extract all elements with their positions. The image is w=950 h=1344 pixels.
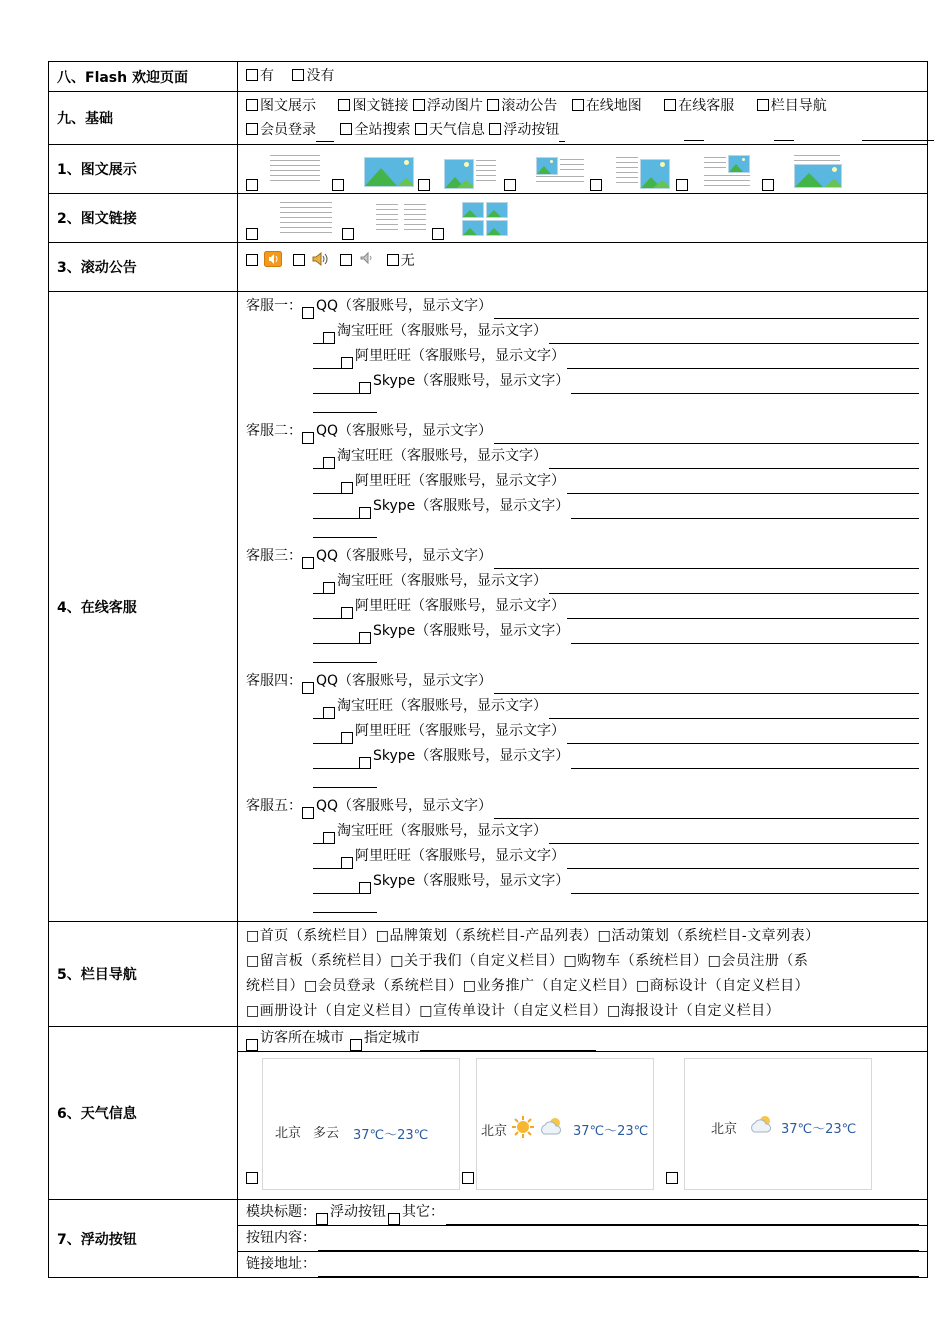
service-channel-hint: （客服账号，显示文字） [338, 548, 493, 564]
online-service-fields [238, 292, 928, 922]
blank-underline [774, 124, 794, 141]
service-channel-name: Skype [373, 873, 416, 889]
basic-option-checkbox[interactable] [413, 99, 425, 111]
weather-style-checkbox[interactable] [462, 1172, 474, 1184]
blank-underline [313, 896, 377, 913]
service-channel-hint: （客服账号，显示文字） [411, 473, 565, 489]
speaker-gray-icon [358, 251, 376, 267]
service-account-input[interactable] [549, 702, 919, 719]
service-channel-checkbox[interactable] [359, 882, 371, 894]
service-account-input[interactable] [571, 377, 919, 394]
weather-city: 北京 [481, 1124, 508, 1139]
basic-option-label: 图文展示 [260, 98, 316, 114]
weather-city: 北京 [275, 1126, 302, 1141]
basic-option-label: 在线地图 [585, 98, 642, 114]
service-account-input[interactable] [567, 352, 919, 369]
title-float-checkbox[interactable] [316, 1213, 328, 1225]
service-agent-label: 客服一： [246, 298, 302, 314]
image-left-text-thumbnail [436, 151, 496, 191]
blank-underline [313, 727, 341, 744]
service-channel-checkbox[interactable] [359, 382, 371, 394]
weather-sample-card [476, 1058, 654, 1190]
service-account-input[interactable] [494, 427, 919, 444]
img-display-style-checkbox[interactable] [332, 179, 344, 191]
service-channel-name: Skype [373, 623, 416, 639]
service-channel-checkbox[interactable] [323, 582, 335, 594]
service-channel-line [246, 719, 919, 744]
flash-no-checkbox[interactable] [292, 69, 304, 81]
basic-option-checkbox[interactable] [415, 123, 427, 135]
title-other-label: 其它： [402, 1204, 444, 1220]
blank-underline [313, 771, 377, 788]
text-only-thumbnail [264, 151, 324, 191]
service-channel-checkbox[interactable] [359, 757, 371, 769]
blank-underline [862, 124, 934, 141]
service-channel-name: QQ [316, 548, 339, 564]
blank-underline [313, 852, 341, 869]
img-display-style-checkbox[interactable] [676, 179, 688, 191]
basic-option-checkbox[interactable] [340, 123, 352, 135]
service-channel-hint: （客服账号，显示文字） [411, 848, 565, 864]
button-content-input[interactable] [318, 1234, 919, 1251]
img-display-style-checkbox[interactable] [504, 179, 516, 191]
service-channel-checkbox[interactable] [323, 707, 335, 719]
service-agent-block [246, 669, 919, 792]
img-link-label: 2、图文链接 [49, 194, 238, 243]
service-block-tail [246, 394, 919, 417]
service-channel-name: 淘宝旺旺 [337, 698, 393, 714]
blank-underline [313, 877, 359, 894]
weather-temp: 37℃～23℃ [781, 1122, 857, 1137]
scroll-notice-label: 3、滚动公告 [49, 243, 238, 292]
service-account-input[interactable] [567, 602, 919, 619]
blank-underline [313, 377, 359, 394]
blank-underline [313, 396, 377, 413]
basic-option-label: 天气信息 [428, 122, 485, 138]
blank-underline [313, 602, 341, 619]
img-display-style-checkbox[interactable] [246, 179, 258, 191]
blank-underline [313, 827, 323, 844]
service-channel-name: 淘宝旺旺 [337, 573, 393, 589]
basic-option-checkbox[interactable] [487, 99, 499, 111]
service-channel-line [246, 469, 919, 494]
service-channel-line [246, 344, 919, 369]
service-channel-hint: （客服账号，显示文字） [411, 348, 565, 364]
scroll-notice-checkbox[interactable] [340, 254, 352, 266]
service-channel-checkbox[interactable] [341, 857, 353, 869]
service-channel-name: QQ [316, 423, 339, 439]
requirements-form-table [48, 61, 928, 1278]
service-account-input[interactable] [571, 627, 919, 644]
weather-style-checkbox[interactable] [246, 1172, 258, 1184]
float-button-section-label: 7、浮动按钮 [49, 1200, 238, 1278]
basic-option-label: 全站搜索 [354, 122, 411, 138]
service-channel-hint: （客服账号，显示文字） [415, 373, 570, 389]
service-channel-name: Skype [373, 373, 416, 389]
nav-section-label: 5、栏目导航 [49, 922, 238, 1027]
service-agent-label: 客服二： [246, 423, 302, 439]
service-block-tail [246, 519, 919, 542]
blank-underline [313, 627, 359, 644]
service-channel-name: QQ [316, 298, 339, 314]
service-channel-hint: （客服账号，显示文字） [411, 723, 565, 739]
text-left-image-thumbnail [608, 151, 668, 191]
blank-underline [684, 124, 704, 141]
nav-column-options [238, 922, 928, 1027]
service-agent-block [246, 544, 919, 667]
service-account-input[interactable] [494, 552, 919, 569]
service-channel-hint: （客服账号，显示文字） [415, 873, 570, 889]
service-channel-name: 淘宝旺旺 [337, 823, 393, 839]
service-channel-hint: （客服账号，显示文字） [338, 798, 493, 814]
flash-welcome-label: 八、Flash 欢迎页面 [49, 62, 238, 92]
service-account-input[interactable] [494, 677, 919, 694]
service-channel-checkbox[interactable] [302, 432, 314, 444]
service-channel-checkbox[interactable] [359, 632, 371, 644]
service-channel-name: 阿里旺旺 [355, 848, 411, 864]
service-channel-hint: （客服账号，显示文字） [415, 748, 570, 764]
nav-options-line[interactable]: □留言板（系统栏目）□关于我们（自定义栏目）□购物车（系统栏目）□会员注册（系 [246, 953, 809, 969]
basic-section-label: 九、基础 [49, 92, 238, 145]
service-account-input[interactable] [571, 502, 919, 519]
text-above-image-thumbnail [780, 151, 840, 191]
service-channel-checkbox[interactable] [341, 607, 353, 619]
service-channel-checkbox[interactable] [341, 732, 353, 744]
basic-option-label: 滚动公告 [501, 98, 558, 114]
flash-yes-label: 有 [260, 68, 274, 84]
img-display-style-checkbox[interactable] [590, 179, 602, 191]
image-grid-thumbnail [450, 200, 510, 240]
weather-sample-card [684, 1058, 872, 1190]
service-channel-name: 阿里旺旺 [355, 348, 411, 364]
link-address-label: 链接地址： [246, 1256, 316, 1272]
basic-option-label: 图文链接 [352, 98, 409, 114]
service-channel-name: QQ [316, 673, 339, 689]
blank-underline [559, 125, 565, 142]
blank-underline [313, 577, 323, 594]
weather-visitor-city-checkbox[interactable] [246, 1039, 258, 1051]
flash-welcome-options [238, 62, 928, 92]
blank-underline [313, 327, 323, 344]
service-account-input[interactable] [549, 577, 919, 594]
service-account-input[interactable] [494, 302, 919, 319]
service-channel-checkbox[interactable] [302, 807, 314, 819]
title-other-input[interactable] [446, 1208, 919, 1225]
image-only-thumbnail [350, 151, 410, 191]
cloudy-icon [749, 1113, 775, 1135]
blank-underline [316, 125, 334, 142]
partly-cloudy-icon [539, 1115, 565, 1137]
service-channel-hint: （客服账号，显示文字） [415, 498, 570, 514]
service-agent-label: 客服五： [246, 798, 302, 814]
blank-underline [313, 352, 341, 369]
service-agent-label: 客服四： [246, 673, 302, 689]
scroll-notice-options [238, 243, 928, 292]
service-channel-hint: （客服账号，显示文字） [393, 823, 547, 839]
service-account-input[interactable] [549, 827, 919, 844]
service-channel-line [246, 494, 919, 519]
basic-option-label: 会员登录 [260, 122, 316, 138]
img-display-style-checkbox[interactable] [418, 179, 430, 191]
service-channel-line [246, 369, 919, 394]
module-title-label: 模块标题： [246, 1204, 316, 1220]
img-link-styles [238, 194, 928, 243]
basic-option-label: 栏目导航 [770, 98, 827, 114]
service-channel-line [246, 319, 919, 344]
weather-specified-city-label: 指定城市 [364, 1030, 420, 1046]
two-column-text-thumbnail [360, 200, 420, 240]
img-display-styles [238, 145, 928, 194]
speaker-sound-icon [311, 251, 329, 267]
service-channel-line [246, 444, 919, 469]
service-account-input[interactable] [571, 752, 919, 769]
service-channel-hint: （客服账号，显示文字） [338, 673, 493, 689]
flash-yes-checkbox[interactable] [246, 69, 258, 81]
service-channel-line [246, 594, 919, 619]
basic-option-label: 浮动按钮 [503, 122, 560, 138]
img-link-style-checkbox[interactable] [432, 228, 444, 240]
service-channel-checkbox[interactable] [302, 682, 314, 694]
service-channel-name: QQ [316, 798, 339, 814]
service-channel-hint: （客服账号，显示文字） [393, 448, 547, 464]
service-channel-name: 阿里旺旺 [355, 598, 411, 614]
img-display-label: 1、图文展示 [49, 145, 238, 194]
nav-options-line[interactable]: 统栏目）□会员登录（系统栏目）□业务推广（自定义栏目）□商标设计（自定义栏目） [246, 978, 810, 994]
weather-sample-card [262, 1058, 460, 1190]
blank-underline [313, 646, 377, 663]
service-block-tail [246, 894, 919, 917]
img-link-style-checkbox[interactable] [342, 228, 354, 240]
service-channel-line [246, 744, 919, 769]
service-channel-checkbox[interactable] [323, 332, 335, 344]
basic-option-label: 浮动图片 [426, 98, 483, 114]
scroll-notice-none-label: 无 [400, 253, 415, 269]
text-list-thumbnail [264, 200, 324, 240]
blank-underline [313, 477, 341, 494]
weather-temp: 37℃～23℃ [353, 1128, 429, 1143]
service-channel-checkbox[interactable] [341, 482, 353, 494]
blank-underline [313, 452, 323, 469]
service-channel-line [246, 869, 919, 894]
service-channel-name: 淘宝旺旺 [337, 323, 393, 339]
link-address-input[interactable] [318, 1260, 919, 1277]
text-topright-image-thumbnail [694, 151, 754, 191]
basic-option-label: 在线客服 [678, 98, 735, 114]
service-account-input[interactable] [549, 327, 919, 344]
service-channel-hint: （客服账号，显示文字） [393, 573, 547, 589]
weather-style-samples [238, 1051, 927, 1190]
flash-no-label: 没有 [306, 68, 335, 84]
service-block-tail [246, 769, 919, 792]
service-channel-name: 阿里旺旺 [355, 723, 411, 739]
basic-option-checkbox[interactable] [757, 99, 769, 111]
service-channel-line [246, 694, 919, 719]
weather-visitor-city-label: 访客所在城市 [260, 1030, 344, 1046]
weather-city: 北京 [711, 1122, 738, 1137]
service-channel-checkbox[interactable] [302, 557, 314, 569]
service-agent-block [246, 294, 919, 417]
service-channel-checkbox[interactable] [341, 357, 353, 369]
service-channel-checkbox[interactable] [323, 457, 335, 469]
service-account-input[interactable] [571, 877, 919, 894]
service-account-input[interactable] [549, 452, 919, 469]
weather-style-checkbox[interactable] [666, 1172, 678, 1184]
service-account-input[interactable] [567, 727, 919, 744]
service-channel-hint: （客服账号，显示文字） [338, 298, 493, 314]
service-channel-hint: （客服账号，显示文字） [415, 623, 570, 639]
service-channel-line [246, 544, 919, 569]
img-display-style-checkbox[interactable] [762, 179, 774, 191]
button-content-label: 按钮内容： [246, 1230, 316, 1246]
weather-condition: 多云 [313, 1126, 340, 1141]
scroll-notice-none-checkbox[interactable] [387, 254, 399, 266]
blank-underline [313, 521, 377, 538]
weather-temp: 37℃～23℃ [573, 1124, 649, 1139]
service-channel-checkbox[interactable] [302, 307, 314, 319]
weather-section-label: 6、天气信息 [49, 1027, 238, 1200]
nav-options-line[interactable]: □首页（系统栏目）□品牌策划（系统栏目-产品列表）□活动策划（系统栏目-文章列表） [246, 928, 820, 944]
service-channel-line [246, 669, 919, 694]
blank-underline [313, 752, 359, 769]
service-channel-name: 阿里旺旺 [355, 473, 411, 489]
basic-option-checkbox[interactable] [338, 99, 350, 111]
basic-options [238, 92, 928, 145]
service-agent-label: 客服三： [246, 548, 302, 564]
service-channel-name: Skype [373, 498, 416, 514]
service-channel-name: 淘宝旺旺 [337, 448, 393, 464]
service-channel-name: Skype [373, 748, 416, 764]
title-float-label: 浮动按钮 [330, 1204, 386, 1220]
basic-option-checkbox[interactable] [572, 99, 584, 111]
service-channel-line [246, 844, 919, 869]
service-channel-line [246, 569, 919, 594]
service-block-tail [246, 644, 919, 667]
specified-city-input[interactable] [420, 1034, 596, 1051]
blank-underline [313, 502, 359, 519]
service-channel-checkbox[interactable] [323, 832, 335, 844]
basic-option-checkbox[interactable] [246, 123, 258, 135]
basic-option-checkbox[interactable] [246, 99, 258, 111]
service-agent-block [246, 419, 919, 542]
blank-underline [313, 702, 323, 719]
service-channel-hint: （客服账号，显示文字） [393, 323, 547, 339]
float-button-fields [238, 1200, 928, 1278]
img-link-style-checkbox[interactable] [246, 228, 258, 240]
basic-option-checkbox[interactable] [664, 99, 676, 111]
scroll-notice-checkbox[interactable] [246, 254, 258, 266]
service-channel-hint: （客服账号，显示文字） [411, 598, 565, 614]
title-other-checkbox[interactable] [388, 1213, 400, 1225]
weather-options [238, 1027, 928, 1200]
image-topleft-text-thumbnail [522, 151, 582, 191]
service-channel-line [246, 819, 919, 844]
service-channel-line [246, 419, 919, 444]
sunny-icon [511, 1115, 535, 1139]
service-account-input[interactable] [567, 477, 919, 494]
scroll-notice-checkbox[interactable] [293, 254, 305, 266]
weather-specified-city-checkbox[interactable] [350, 1039, 362, 1051]
service-agent-block [246, 794, 919, 917]
online-service-label: 4、在线客服 [49, 292, 238, 922]
service-account-input[interactable] [567, 852, 919, 869]
basic-option-checkbox[interactable] [489, 123, 501, 135]
speaker-orange-icon [264, 251, 282, 267]
service-channel-hint: （客服账号，显示文字） [338, 423, 493, 439]
service-channel-hint: （客服账号，显示文字） [393, 698, 547, 714]
service-channel-checkbox[interactable] [359, 507, 371, 519]
nav-options-line[interactable]: □画册设计（自定义栏目）□宣传单设计（自定义栏目）□海报设计（自定义栏目） [246, 1003, 781, 1019]
service-account-input[interactable] [494, 802, 919, 819]
service-channel-line [246, 619, 919, 644]
service-channel-line [246, 294, 919, 319]
service-channel-line [246, 794, 919, 819]
